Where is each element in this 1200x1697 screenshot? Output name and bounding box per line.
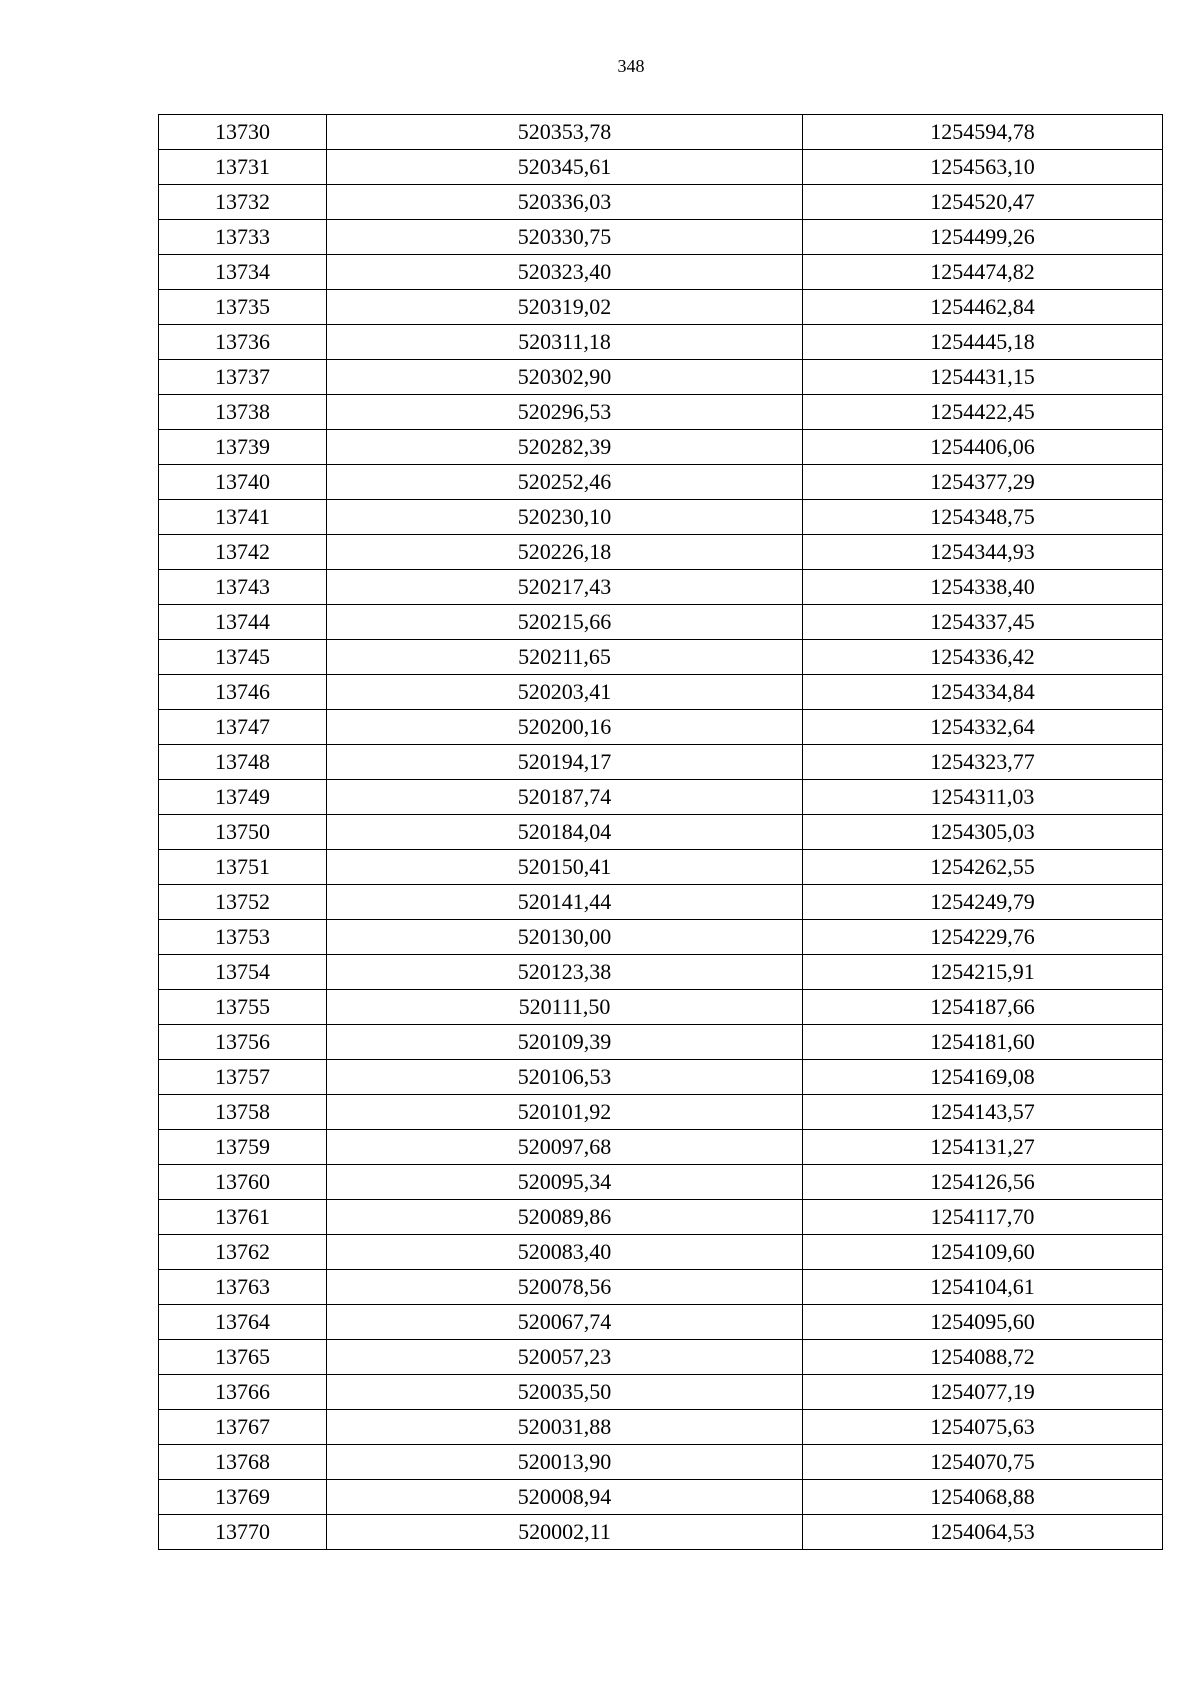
point-number-cell: 13742 [159, 535, 327, 570]
y-coordinate-cell: 1254131,27 [803, 1130, 1163, 1165]
y-coordinate-cell: 1254445,18 [803, 325, 1163, 360]
y-coordinate-cell: 1254249,79 [803, 885, 1163, 920]
point-number-cell: 13739 [159, 430, 327, 465]
y-coordinate-cell: 1254169,08 [803, 1060, 1163, 1095]
y-coordinate-cell: 1254323,77 [803, 745, 1163, 780]
table-row [159, 605, 1163, 640]
y-coordinate-cell: 1254337,45 [803, 605, 1163, 640]
table-row [159, 1025, 1163, 1060]
y-coordinate-cell: 1254594,78 [803, 115, 1163, 150]
x-coordinate-cell: 520095,34 [327, 1165, 803, 1200]
table-row [159, 1235, 1163, 1270]
x-coordinate-cell: 520282,39 [327, 430, 803, 465]
x-coordinate-cell: 520302,90 [327, 360, 803, 395]
x-coordinate-cell: 520035,50 [327, 1375, 803, 1410]
y-coordinate-cell: 1254563,10 [803, 150, 1163, 185]
x-coordinate-cell: 520323,40 [327, 255, 803, 290]
x-coordinate-cell: 520057,23 [327, 1340, 803, 1375]
x-coordinate-cell: 520311,18 [327, 325, 803, 360]
y-coordinate-cell: 1254311,03 [803, 780, 1163, 815]
point-number-cell: 13734 [159, 255, 327, 290]
x-coordinate-cell: 520089,86 [327, 1200, 803, 1235]
y-coordinate-cell: 1254104,61 [803, 1270, 1163, 1305]
table-row [159, 675, 1163, 710]
table-row [159, 570, 1163, 605]
table-row [159, 885, 1163, 920]
x-coordinate-cell: 520097,68 [327, 1130, 803, 1165]
y-coordinate-cell: 1254377,29 [803, 465, 1163, 500]
point-number-cell: 13746 [159, 675, 327, 710]
x-coordinate-cell: 520101,92 [327, 1095, 803, 1130]
point-number-cell: 13762 [159, 1235, 327, 1270]
x-coordinate-cell: 520226,18 [327, 535, 803, 570]
point-number-cell: 13747 [159, 710, 327, 745]
point-number-cell: 13765 [159, 1340, 327, 1375]
x-coordinate-cell: 520130,00 [327, 920, 803, 955]
y-coordinate-cell: 1254187,66 [803, 990, 1163, 1025]
y-coordinate-cell: 1254332,64 [803, 710, 1163, 745]
table-row [159, 955, 1163, 990]
x-coordinate-cell: 520031,88 [327, 1410, 803, 1445]
point-number-cell: 13761 [159, 1200, 327, 1235]
table-row [159, 745, 1163, 780]
x-coordinate-cell: 520203,41 [327, 675, 803, 710]
y-coordinate-cell: 1254117,70 [803, 1200, 1163, 1235]
x-coordinate-cell: 520150,41 [327, 850, 803, 885]
y-coordinate-cell: 1254215,91 [803, 955, 1163, 990]
y-coordinate-cell: 1254406,06 [803, 430, 1163, 465]
point-number-cell: 13732 [159, 185, 327, 220]
point-number-cell: 13733 [159, 220, 327, 255]
table-row [159, 1305, 1163, 1340]
x-coordinate-cell: 520252,46 [327, 465, 803, 500]
point-number-cell: 13769 [159, 1480, 327, 1515]
coordinates-table-body [159, 115, 1163, 1550]
table-row [159, 1060, 1163, 1095]
table-row [159, 850, 1163, 885]
point-number-cell: 13741 [159, 500, 327, 535]
x-coordinate-cell: 520013,90 [327, 1445, 803, 1480]
x-coordinate-cell: 520345,61 [327, 150, 803, 185]
point-number-cell: 13745 [159, 640, 327, 675]
x-coordinate-cell: 520109,39 [327, 1025, 803, 1060]
x-coordinate-cell: 520200,16 [327, 710, 803, 745]
y-coordinate-cell: 1254181,60 [803, 1025, 1163, 1060]
x-coordinate-cell: 520215,66 [327, 605, 803, 640]
x-coordinate-cell: 520106,53 [327, 1060, 803, 1095]
y-coordinate-cell: 1254338,40 [803, 570, 1163, 605]
x-coordinate-cell: 520067,74 [327, 1305, 803, 1340]
x-coordinate-cell: 520353,78 [327, 115, 803, 150]
table-row [159, 640, 1163, 675]
point-number-cell: 13759 [159, 1130, 327, 1165]
table-row [159, 1165, 1163, 1200]
point-number-cell: 13744 [159, 605, 327, 640]
point-number-cell: 13751 [159, 850, 327, 885]
point-number-cell: 13750 [159, 815, 327, 850]
point-number-cell: 13737 [159, 360, 327, 395]
x-coordinate-cell: 520217,43 [327, 570, 803, 605]
table-row [159, 115, 1163, 150]
point-number-cell: 13740 [159, 465, 327, 500]
y-coordinate-cell: 1254344,93 [803, 535, 1163, 570]
y-coordinate-cell: 1254075,63 [803, 1410, 1163, 1445]
table-row [159, 500, 1163, 535]
y-coordinate-cell: 1254262,55 [803, 850, 1163, 885]
x-coordinate-cell: 520111,50 [327, 990, 803, 1025]
y-coordinate-cell: 1254064,53 [803, 1515, 1163, 1550]
table-row [159, 920, 1163, 955]
table-row [159, 360, 1163, 395]
y-coordinate-cell: 1254126,56 [803, 1165, 1163, 1200]
point-number-cell: 13752 [159, 885, 327, 920]
point-number-cell: 13766 [159, 1375, 327, 1410]
point-number-cell: 13743 [159, 570, 327, 605]
y-coordinate-cell: 1254462,84 [803, 290, 1163, 325]
point-number-cell: 13749 [159, 780, 327, 815]
y-coordinate-cell: 1254229,76 [803, 920, 1163, 955]
point-number-cell: 13738 [159, 395, 327, 430]
table-row [159, 1480, 1163, 1515]
point-number-cell: 13764 [159, 1305, 327, 1340]
point-number-cell: 13731 [159, 150, 327, 185]
point-number-cell: 13730 [159, 115, 327, 150]
point-number-cell: 13736 [159, 325, 327, 360]
y-coordinate-cell: 1254095,60 [803, 1305, 1163, 1340]
x-coordinate-cell: 520083,40 [327, 1235, 803, 1270]
point-number-cell: 13758 [159, 1095, 327, 1130]
table-row [159, 430, 1163, 465]
point-number-cell: 13757 [159, 1060, 327, 1095]
y-coordinate-cell: 1254474,82 [803, 255, 1163, 290]
y-coordinate-cell: 1254520,47 [803, 185, 1163, 220]
table-row [159, 1515, 1163, 1550]
table-row [159, 780, 1163, 815]
x-coordinate-cell: 520008,94 [327, 1480, 803, 1515]
y-coordinate-cell: 1254348,75 [803, 500, 1163, 535]
table-row [159, 185, 1163, 220]
table-row [159, 220, 1163, 255]
coordinates-table [158, 114, 1163, 1550]
x-coordinate-cell: 520230,10 [327, 500, 803, 535]
point-number-cell: 13760 [159, 1165, 327, 1200]
point-number-cell: 13753 [159, 920, 327, 955]
point-number-cell: 13768 [159, 1445, 327, 1480]
table-row [159, 815, 1163, 850]
table-row [159, 325, 1163, 360]
x-coordinate-cell: 520194,17 [327, 745, 803, 780]
x-coordinate-cell: 520123,38 [327, 955, 803, 990]
point-number-cell: 13755 [159, 990, 327, 1025]
x-coordinate-cell: 520330,75 [327, 220, 803, 255]
x-coordinate-cell: 520187,74 [327, 780, 803, 815]
table-row [159, 1130, 1163, 1165]
x-coordinate-cell: 520141,44 [327, 885, 803, 920]
point-number-cell: 13756 [159, 1025, 327, 1060]
point-number-cell: 13767 [159, 1410, 327, 1445]
page-number: 348 [617, 56, 645, 76]
table-row [159, 150, 1163, 185]
table-row [159, 1270, 1163, 1305]
x-coordinate-cell: 520319,02 [327, 290, 803, 325]
point-number-cell: 13735 [159, 290, 327, 325]
table-row [159, 535, 1163, 570]
y-coordinate-cell: 1254422,45 [803, 395, 1163, 430]
x-coordinate-cell: 520211,65 [327, 640, 803, 675]
x-coordinate-cell: 520336,03 [327, 185, 803, 220]
y-coordinate-cell: 1254431,15 [803, 360, 1163, 395]
x-coordinate-cell: 520296,53 [327, 395, 803, 430]
y-coordinate-cell: 1254109,60 [803, 1235, 1163, 1270]
x-coordinate-cell: 520078,56 [327, 1270, 803, 1305]
table-row [159, 1200, 1163, 1235]
table-row [159, 1375, 1163, 1410]
table-row [159, 1095, 1163, 1130]
point-number-cell: 13770 [159, 1515, 327, 1550]
x-coordinate-cell: 520184,04 [327, 815, 803, 850]
table-row [159, 1410, 1163, 1445]
table-row [159, 395, 1163, 430]
y-coordinate-cell: 1254077,19 [803, 1375, 1163, 1410]
table-row [159, 990, 1163, 1025]
y-coordinate-cell: 1254499,26 [803, 220, 1163, 255]
point-number-cell: 13754 [159, 955, 327, 990]
y-coordinate-cell: 1254070,75 [803, 1445, 1163, 1480]
y-coordinate-cell: 1254088,72 [803, 1340, 1163, 1375]
point-number-cell: 13763 [159, 1270, 327, 1305]
y-coordinate-cell: 1254336,42 [803, 640, 1163, 675]
point-number-cell: 13748 [159, 745, 327, 780]
y-coordinate-cell: 1254143,57 [803, 1095, 1163, 1130]
table-row [159, 465, 1163, 500]
table-row [159, 290, 1163, 325]
y-coordinate-cell: 1254334,84 [803, 675, 1163, 710]
y-coordinate-cell: 1254068,88 [803, 1480, 1163, 1515]
table-row [159, 1340, 1163, 1375]
table-row [159, 255, 1163, 290]
table-row [159, 710, 1163, 745]
table-row [159, 1445, 1163, 1480]
y-coordinate-cell: 1254305,03 [803, 815, 1163, 850]
x-coordinate-cell: 520002,11 [327, 1515, 803, 1550]
